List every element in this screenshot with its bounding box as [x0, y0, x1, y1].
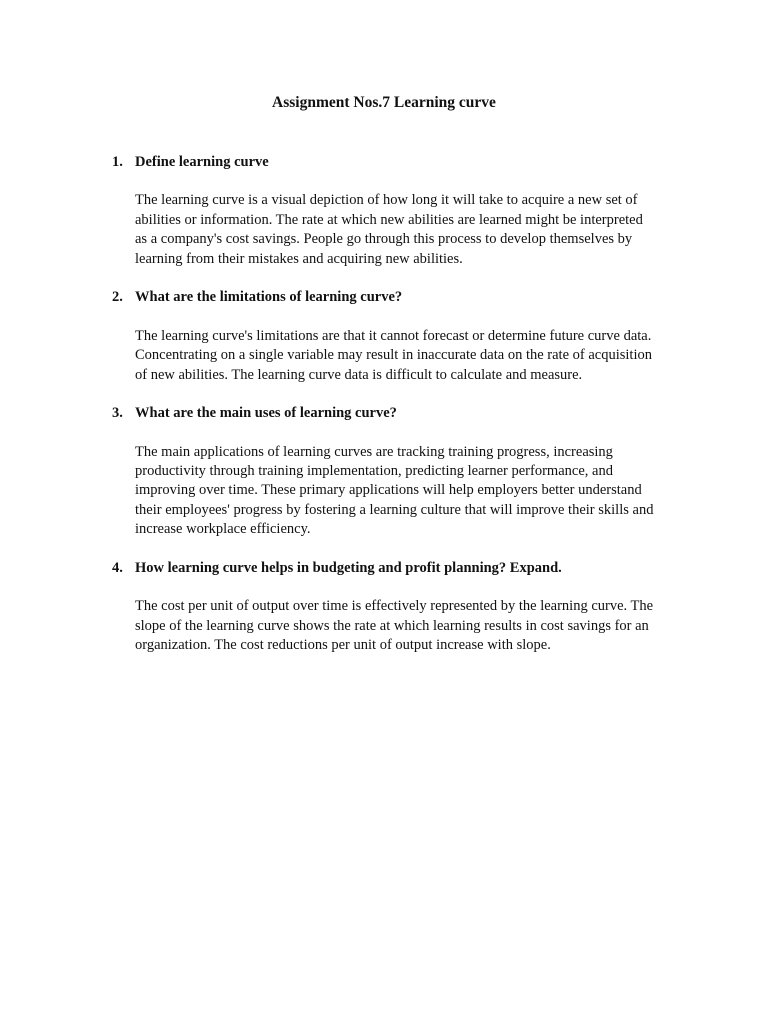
question-heading — [112, 559, 682, 578]
answer-paragraph — [135, 443, 682, 540]
question-heading — [112, 404, 682, 423]
answer-line: as a company's cost savings. People go through this process to develop themselves by — [135, 231, 633, 248]
answer-line: organization. The cost reductions per unit of output increase with slope. — [135, 637, 551, 654]
question-text: How learning curve helps in budgeting and profit planning? Expand. — [135, 559, 562, 576]
answer-line: improving over time. These primary applications will help employers better understand — [135, 482, 642, 499]
question-heading — [112, 288, 682, 307]
answer-line: slope of the learning curve shows the rate at which learning results in cost savings for an — [135, 617, 649, 634]
question-number: 4. — [112, 559, 123, 576]
answer-line: productivity through training implementation, predicting learner performance, and — [135, 463, 613, 480]
answer-paragraph — [135, 597, 682, 655]
question-item-3 — [112, 404, 682, 539]
question-list — [112, 153, 682, 656]
question-heading — [112, 153, 682, 172]
question-text: Define learning curve — [135, 154, 269, 170]
answer-line: The learning curve's limitations are that it cannot forecast or determine future curve data. — [135, 327, 652, 344]
answer-line: learning from their mistakes and acquiring new abilities. — [135, 250, 463, 267]
question-item-2 — [112, 288, 682, 385]
answer-line: Concentrating on a single variable may result in inaccurate data on the rate of acquisition — [135, 347, 652, 364]
answer-paragraph — [135, 191, 682, 269]
question-number: 3. — [112, 405, 123, 422]
question-item-4 — [112, 559, 682, 656]
answer-line: The cost per unit of output over time is effectively represented by the learning curve. The — [135, 598, 654, 615]
answer-line: The main applications of learning curves are tracking training progress, increasing — [135, 443, 613, 460]
answer-line: their employees' progress by fostering a learning culture that will improve their skills and — [135, 501, 654, 518]
question-text: What are the limitations of learning curve? — [135, 289, 403, 306]
question-number: 2. — [112, 289, 123, 306]
answer-line: The learning curve is a visual depiction of how long it will take to acquire a new set of — [135, 192, 638, 209]
question-item-1 — [112, 153, 682, 269]
answer-line: increase workplace efficiency. — [135, 521, 311, 538]
answer-paragraph — [135, 327, 682, 385]
question-text: What are the main uses of learning curve? — [135, 405, 397, 422]
answer-line: of new abilities. The learning curve data is difficult to calculate and measure. — [135, 366, 583, 383]
page-title: Assignment Nos.7 Learning curve — [272, 94, 496, 111]
answer-line: abilities or information. The rate at which new abilities are learned might be interpreted — [135, 211, 643, 228]
question-number: 1. — [112, 154, 123, 170]
